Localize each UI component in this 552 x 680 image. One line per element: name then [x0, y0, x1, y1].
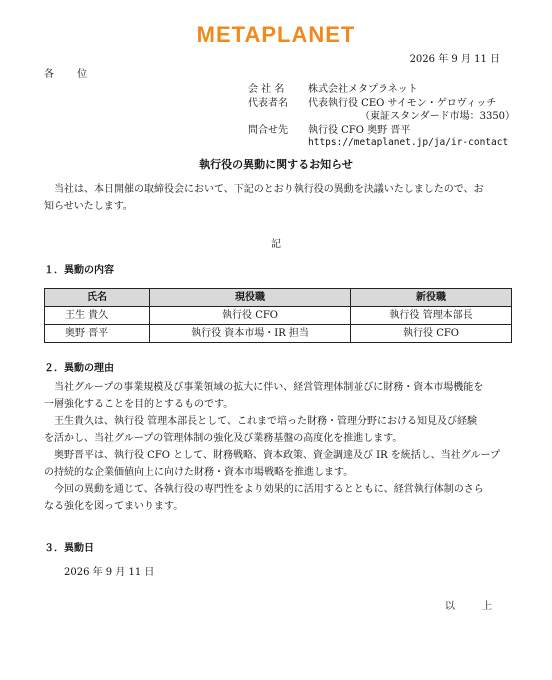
reason-line: 一層強化することを目的とするものです。 — [44, 399, 234, 410]
contact-label: 問合せ先 — [248, 124, 288, 136]
reason-line: を活かし、当社グループの管理体制の強化及び業務基盤の高度化を推進します。 — [44, 433, 403, 444]
reason-line: 王生貴久は、執行役 管理本部長として、これまで培った財務・管理分野における知見及び経験 — [54, 416, 477, 427]
section-1-heading: １．異動の内容 — [44, 265, 114, 276]
reason-paragraph — [44, 379, 514, 515]
reason-line: の持続的な企業価値向上に向けた財務・資本市場戦略を推進します。 — [44, 467, 354, 478]
sender-block — [248, 84, 515, 149]
representative-name: 代表執行役 CEO サイモン・ゲロヴィッチ — [308, 97, 497, 109]
contact-name: 執行役 CFO 奥野 晋平 — [308, 124, 411, 136]
intro-line: 知らせいたします。 — [44, 201, 133, 212]
company-logo: METAPLANET — [196, 22, 356, 47]
cell-new-position: 執行役 管理本部長 — [351, 307, 512, 325]
market-info: （東証スタンダード市場：3350） — [360, 111, 516, 122]
table-row — [45, 325, 512, 343]
personnel-change-table — [44, 288, 512, 343]
company-name: 株式会社メタプラネット — [308, 84, 418, 95]
section-3-heading: ３．異動日 — [44, 543, 94, 554]
table-header-row — [45, 289, 512, 307]
reason-line: 奥野晋平は、執行役 CFO として、財務戦略、資本政策、資金調達及び IR を統括し、当社グループ — [54, 450, 500, 461]
header-current-position: 現役職 — [150, 289, 351, 307]
reason-line: なる強化を図ってまいります。 — [44, 501, 184, 512]
cell-new-position: 執行役 CFO — [351, 325, 512, 343]
representative-label: 代表者名 — [248, 97, 288, 109]
intro-line: 当社は、本日開催の取締役会において、下記のとおり執行役の異動を決議いたしましたので、お — [54, 184, 484, 195]
ki-marker: 記 — [271, 239, 281, 250]
table-row — [45, 307, 512, 325]
addressee: 各 位 — [44, 69, 98, 80]
document-title: 執行役の異動に関するお知らせ — [199, 158, 353, 171]
cell-current-position: 執行役 CFO — [150, 307, 351, 325]
cell-current-position: 執行役 資本市場・IR 担当 — [150, 325, 351, 343]
contact-url-link[interactable]: https://metaplanet.jp/ja/ir-contact — [308, 137, 509, 148]
company-label: 会 社 名 — [248, 84, 285, 95]
header-new-position: 新役職 — [351, 289, 512, 307]
cell-name: 王生 貴久 — [45, 307, 150, 325]
closing-mark: 以 上 — [444, 601, 504, 612]
cell-name: 奥野 晋平 — [45, 325, 150, 343]
section-2-heading: ２．異動の理由 — [44, 363, 114, 374]
intro-paragraph — [44, 181, 514, 215]
reason-line: 今回の異動を通じて、各執行役の専門性をより効果的に活用するとともに、経営執行体制のさら — [54, 484, 484, 495]
effective-date: 2026 年 9 月 11 日 — [64, 567, 155, 578]
reason-line: 当社グループの事業規模及び事業領域の拡大に伴い、経営管理体制並びに財務・資本市場機能を — [54, 382, 484, 393]
header-name: 氏名 — [45, 289, 150, 307]
document-date: 2026 年 9 月 11 日 — [409, 54, 500, 65]
